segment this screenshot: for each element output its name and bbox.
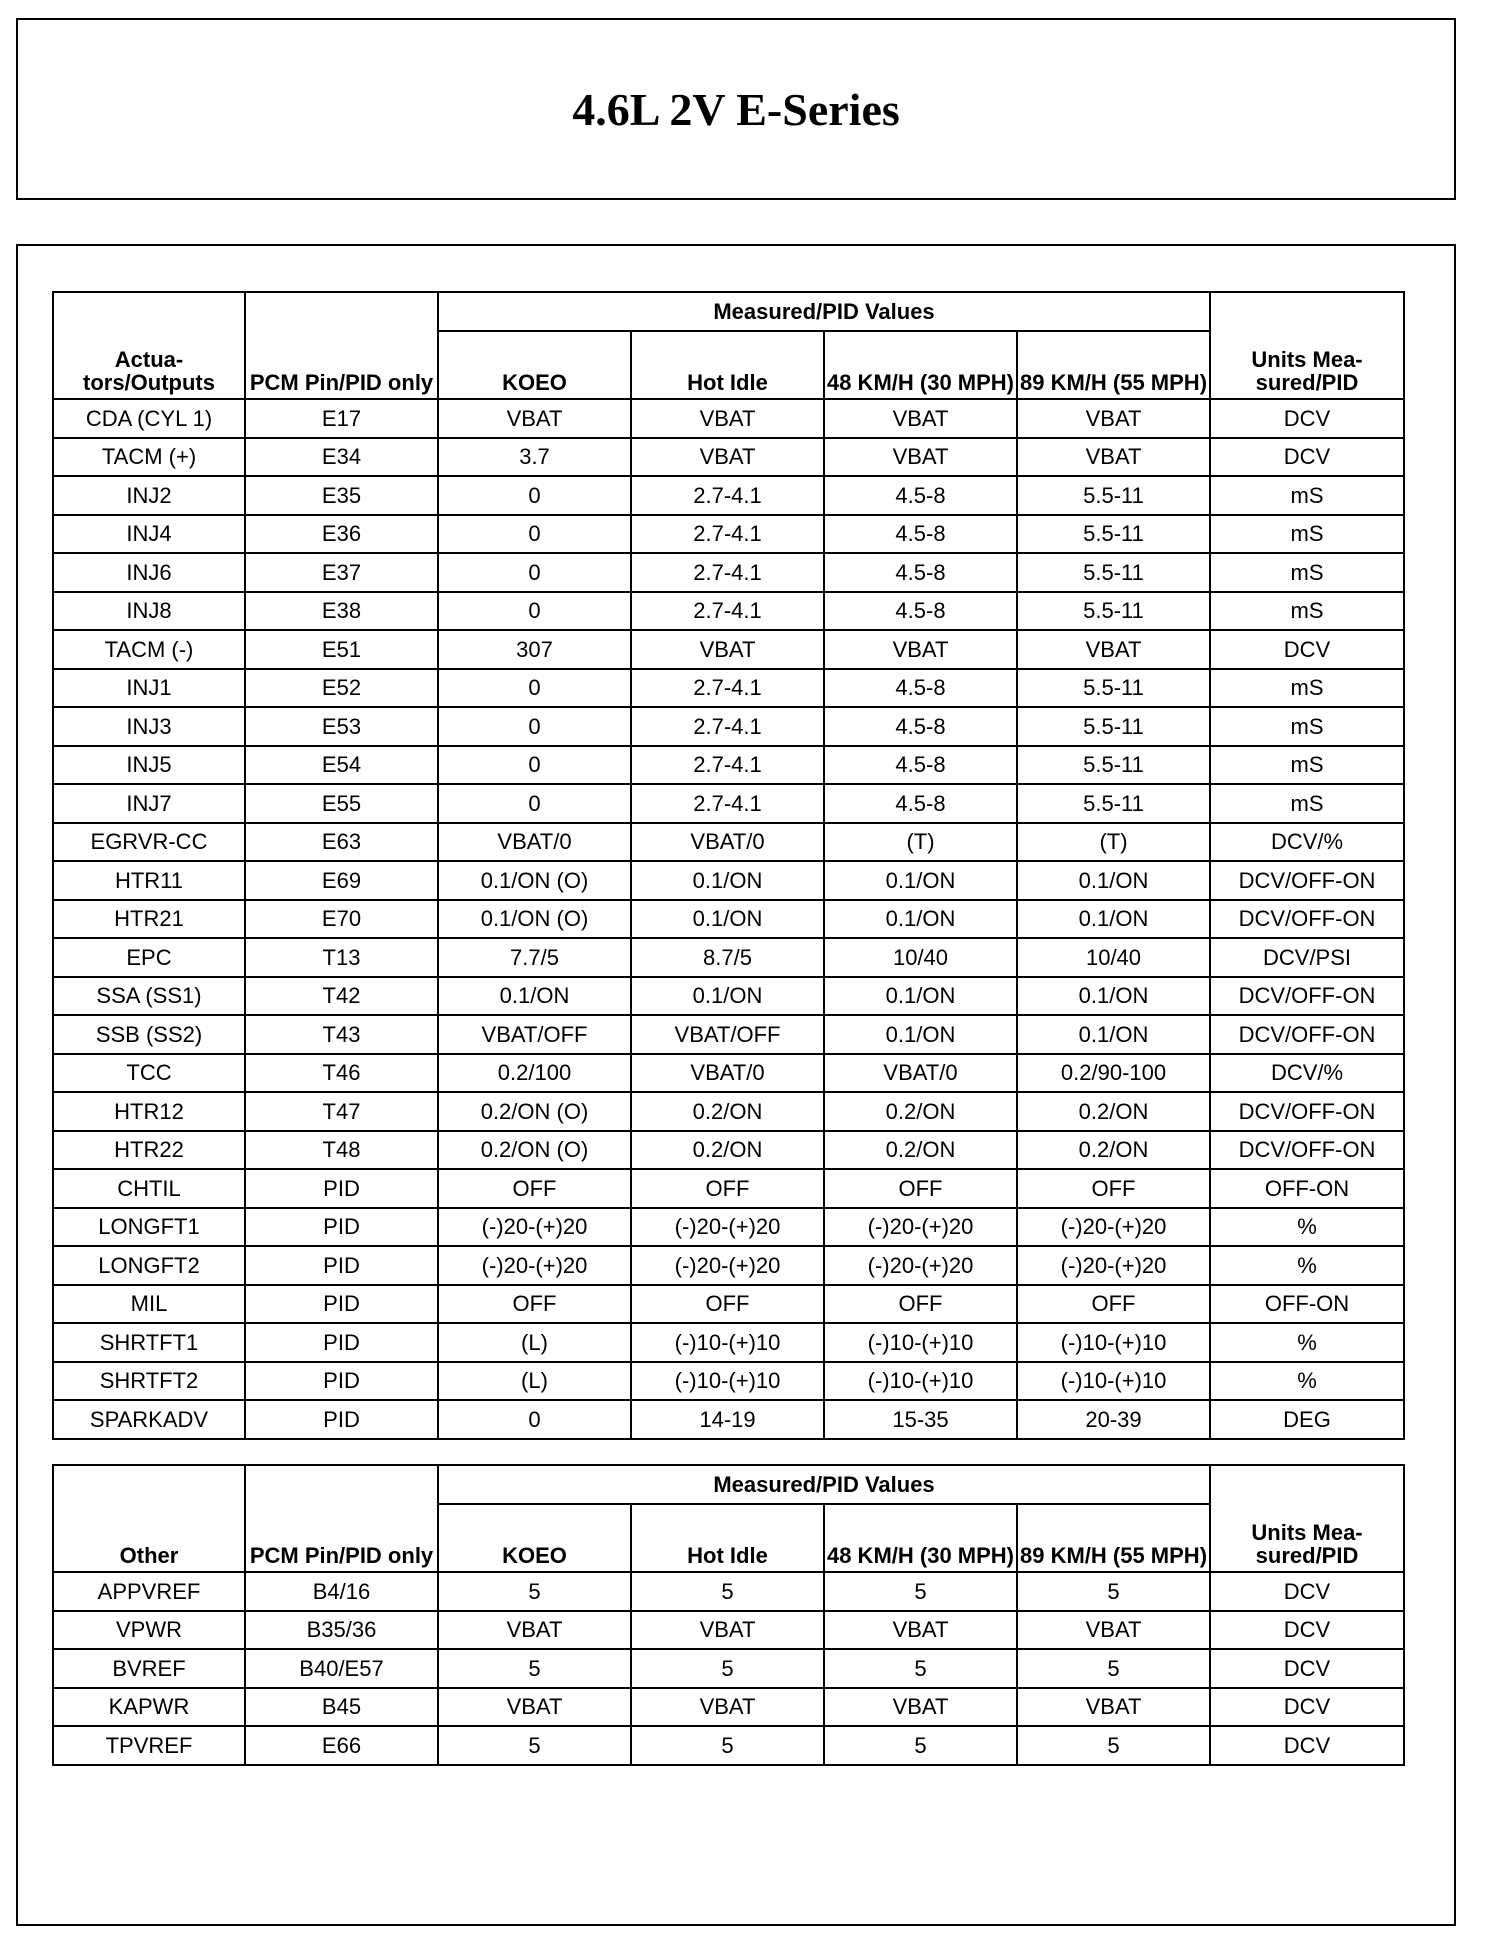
- units-cell: DCV: [1210, 438, 1404, 477]
- units-cell: OFF-ON: [1210, 1285, 1404, 1324]
- units-cell: mS: [1210, 784, 1404, 823]
- header-48kmh: 48 KM/H (30 MPH): [824, 1504, 1017, 1572]
- signal-name-cell: HTR11: [53, 861, 245, 900]
- hot-idle-cell: 0.1/ON: [631, 900, 824, 939]
- hot-idle-cell: 5: [631, 1572, 824, 1611]
- pcm-pin-cell: T43: [245, 1015, 438, 1054]
- 48kmh-cell: (-)20-(+)20: [824, 1208, 1017, 1247]
- hot-idle-cell: (-)20-(+)20: [631, 1208, 824, 1247]
- 89kmh-cell: (-)20-(+)20: [1017, 1208, 1210, 1247]
- signal-name-cell: HTR21: [53, 900, 245, 939]
- table-row: [53, 1688, 1404, 1727]
- pcm-pin-cell: T42: [245, 977, 438, 1016]
- koeo-cell: (L): [438, 1323, 631, 1362]
- hot-idle-cell: VBAT: [631, 1611, 824, 1650]
- header-koeo: KOEO: [438, 1504, 631, 1572]
- koeo-cell: (L): [438, 1362, 631, 1401]
- table-row: [53, 669, 1404, 708]
- units-cell: mS: [1210, 746, 1404, 785]
- pcm-pin-cell: E66: [245, 1726, 438, 1765]
- table-row: [53, 553, 1404, 592]
- hot-idle-cell: VBAT/OFF: [631, 1015, 824, 1054]
- pcm-pin-cell: T13: [245, 938, 438, 977]
- 89kmh-cell: 20-39: [1017, 1400, 1210, 1439]
- koeo-cell: 0: [438, 592, 631, 631]
- koeo-cell: 0.1/ON (O): [438, 861, 631, 900]
- 48kmh-cell: 4.5-8: [824, 553, 1017, 592]
- koeo-cell: 5: [438, 1649, 631, 1688]
- 89kmh-cell: 0.2/90-100: [1017, 1054, 1210, 1093]
- signal-name-cell: SHRTFT2: [53, 1362, 245, 1401]
- units-cell: DCV/PSI: [1210, 938, 1404, 977]
- 48kmh-cell: 0.1/ON: [824, 1015, 1017, 1054]
- signal-name-cell: LONGFT2: [53, 1246, 245, 1285]
- signal-name-cell: MIL: [53, 1285, 245, 1324]
- pcm-pin-cell: E70: [245, 900, 438, 939]
- hot-idle-cell: 5: [631, 1649, 824, 1688]
- pcm-pin-cell: E69: [245, 861, 438, 900]
- 89kmh-cell: (-)10-(+)10: [1017, 1362, 1210, 1401]
- hot-idle-cell: (-)20-(+)20: [631, 1246, 824, 1285]
- koeo-cell: 0.2/ON (O): [438, 1092, 631, 1131]
- koeo-cell: 0: [438, 746, 631, 785]
- table-row: [53, 1611, 1404, 1650]
- table-row: [53, 515, 1404, 554]
- pcm-pin-cell: PID: [245, 1169, 438, 1208]
- 48kmh-cell: 0.1/ON: [824, 977, 1017, 1016]
- units-cell: %: [1210, 1246, 1404, 1285]
- hot-idle-cell: 0.2/ON: [631, 1092, 824, 1131]
- page-title: 4.6L 2V E-Series: [572, 83, 900, 135]
- 89kmh-cell: 0.1/ON: [1017, 861, 1210, 900]
- table-row: [53, 399, 1404, 438]
- hot-idle-cell: 0.2/ON: [631, 1131, 824, 1170]
- koeo-cell: 5: [438, 1726, 631, 1765]
- table-row: [53, 630, 1404, 669]
- actuators-table-body: [53, 399, 1404, 1439]
- pcm-pin-cell: B40/E57: [245, 1649, 438, 1688]
- 89kmh-cell: 5.5-11: [1017, 553, 1210, 592]
- 48kmh-cell: 0.1/ON: [824, 861, 1017, 900]
- header-48kmh: 48 KM/H (30 MPH): [824, 331, 1017, 399]
- koeo-cell: VBAT: [438, 399, 631, 438]
- pcm-pin-cell: E37: [245, 553, 438, 592]
- units-cell: DCV/OFF-ON: [1210, 1131, 1404, 1170]
- 48kmh-cell: 10/40: [824, 938, 1017, 977]
- hot-idle-cell: OFF: [631, 1285, 824, 1324]
- koeo-cell: VBAT/OFF: [438, 1015, 631, 1054]
- table-row: [53, 1208, 1404, 1247]
- 48kmh-cell: VBAT: [824, 630, 1017, 669]
- table-row: [53, 438, 1404, 477]
- units-cell: mS: [1210, 592, 1404, 631]
- hot-idle-cell: (-)10-(+)10: [631, 1323, 824, 1362]
- signal-name-cell: INJ8: [53, 592, 245, 631]
- 89kmh-cell: 0.2/ON: [1017, 1131, 1210, 1170]
- 89kmh-cell: (T): [1017, 823, 1210, 862]
- koeo-cell: (-)20-(+)20: [438, 1246, 631, 1285]
- signal-name-cell: SSA (SS1): [53, 977, 245, 1016]
- pcm-pin-cell: E53: [245, 707, 438, 746]
- koeo-cell: OFF: [438, 1285, 631, 1324]
- koeo-cell: 0.1/ON: [438, 977, 631, 1016]
- table-row: [53, 1092, 1404, 1131]
- 89kmh-cell: 5.5-11: [1017, 707, 1210, 746]
- koeo-cell: 0: [438, 553, 631, 592]
- 48kmh-cell: VBAT: [824, 1611, 1017, 1650]
- table-row: [53, 1246, 1404, 1285]
- signal-name-cell: LONGFT1: [53, 1208, 245, 1247]
- 89kmh-cell: 10/40: [1017, 938, 1210, 977]
- header-89kmh: 89 KM/H (55 MPH): [1017, 1504, 1210, 1572]
- koeo-cell: OFF: [438, 1169, 631, 1208]
- table-row: [53, 476, 1404, 515]
- table-row: [53, 746, 1404, 785]
- actuators-table: [52, 291, 1405, 1440]
- 48kmh-cell: OFF: [824, 1285, 1017, 1324]
- header-units: Units Mea-sured/PID: [1210, 1465, 1404, 1572]
- 48kmh-cell: (-)10-(+)10: [824, 1362, 1017, 1401]
- signal-name-cell: SPARKADV: [53, 1400, 245, 1439]
- 48kmh-cell: 4.5-8: [824, 746, 1017, 785]
- hot-idle-cell: 5: [631, 1726, 824, 1765]
- signal-name-cell: KAPWR: [53, 1688, 245, 1727]
- pcm-pin-cell: PID: [245, 1400, 438, 1439]
- koeo-cell: 0: [438, 515, 631, 554]
- 48kmh-cell: VBAT/0: [824, 1054, 1017, 1093]
- signal-name-cell: INJ2: [53, 476, 245, 515]
- header-units: Units Mea-sured/PID: [1210, 292, 1404, 399]
- koeo-cell: 0: [438, 784, 631, 823]
- pcm-pin-cell: PID: [245, 1323, 438, 1362]
- pcm-pin-cell: E38: [245, 592, 438, 631]
- units-cell: DCV/%: [1210, 1054, 1404, 1093]
- header-actuators-outputs: Actua-tors/Outputs: [53, 292, 245, 399]
- table-row: [53, 900, 1404, 939]
- table-row: [53, 938, 1404, 977]
- hot-idle-cell: (-)10-(+)10: [631, 1362, 824, 1401]
- hot-idle-cell: OFF: [631, 1169, 824, 1208]
- header-89kmh: 89 KM/H (55 MPH): [1017, 331, 1210, 399]
- 48kmh-cell: 5: [824, 1726, 1017, 1765]
- 48kmh-cell: 0.2/ON: [824, 1092, 1017, 1131]
- table-row: [53, 592, 1404, 631]
- units-cell: DCV/%: [1210, 823, 1404, 862]
- units-cell: DCV: [1210, 399, 1404, 438]
- units-cell: mS: [1210, 669, 1404, 708]
- 48kmh-cell: 4.5-8: [824, 592, 1017, 631]
- signal-name-cell: INJ3: [53, 707, 245, 746]
- table-row: [53, 784, 1404, 823]
- 89kmh-cell: 5: [1017, 1649, 1210, 1688]
- table-row: [53, 1169, 1404, 1208]
- pcm-pin-cell: B35/36: [245, 1611, 438, 1650]
- header-other: Other: [53, 1465, 245, 1572]
- table-row: [53, 1285, 1404, 1324]
- units-cell: %: [1210, 1362, 1404, 1401]
- pcm-pin-cell: E55: [245, 784, 438, 823]
- 89kmh-cell: 5.5-11: [1017, 746, 1210, 785]
- signal-name-cell: INJ6: [53, 553, 245, 592]
- signal-name-cell: HTR12: [53, 1092, 245, 1131]
- title-box: [16, 18, 1456, 200]
- koeo-cell: 7.7/5: [438, 938, 631, 977]
- other-table-body: [53, 1572, 1404, 1765]
- units-cell: DCV/OFF-ON: [1210, 900, 1404, 939]
- pcm-pin-cell: PID: [245, 1208, 438, 1247]
- 89kmh-cell: 0.1/ON: [1017, 977, 1210, 1016]
- hot-idle-cell: 2.7-4.1: [631, 669, 824, 708]
- koeo-cell: 0.2/100: [438, 1054, 631, 1093]
- hot-idle-cell: 2.7-4.1: [631, 707, 824, 746]
- pcm-pin-cell: B45: [245, 1688, 438, 1727]
- table-row: [53, 1649, 1404, 1688]
- 89kmh-cell: 0.1/ON: [1017, 900, 1210, 939]
- signal-name-cell: VPWR: [53, 1611, 245, 1650]
- hot-idle-cell: VBAT: [631, 438, 824, 477]
- 89kmh-cell: 5: [1017, 1726, 1210, 1765]
- signal-name-cell: HTR22: [53, 1131, 245, 1170]
- content-box: [16, 244, 1456, 1926]
- 89kmh-cell: 5: [1017, 1572, 1210, 1611]
- signal-name-cell: TACM (+): [53, 438, 245, 477]
- pcm-pin-cell: E51: [245, 630, 438, 669]
- signal-name-cell: EGRVR-CC: [53, 823, 245, 862]
- signal-name-cell: INJ7: [53, 784, 245, 823]
- 48kmh-cell: OFF: [824, 1169, 1017, 1208]
- 48kmh-cell: 4.5-8: [824, 707, 1017, 746]
- signal-name-cell: CHTIL: [53, 1169, 245, 1208]
- units-cell: mS: [1210, 553, 1404, 592]
- signal-name-cell: TPVREF: [53, 1726, 245, 1765]
- koeo-cell: 0: [438, 476, 631, 515]
- signal-name-cell: INJ1: [53, 669, 245, 708]
- koeo-cell: 0.1/ON (O): [438, 900, 631, 939]
- 48kmh-cell: 5: [824, 1572, 1017, 1611]
- 89kmh-cell: 5.5-11: [1017, 669, 1210, 708]
- 89kmh-cell: 5.5-11: [1017, 476, 1210, 515]
- table-row: [53, 1131, 1404, 1170]
- units-cell: DCV/OFF-ON: [1210, 861, 1404, 900]
- signal-name-cell: BVREF: [53, 1649, 245, 1688]
- table-row: [53, 823, 1404, 862]
- koeo-cell: VBAT: [438, 1688, 631, 1727]
- header-pcm-pin: PCM Pin/PID only: [245, 1465, 438, 1572]
- pcm-pin-cell: PID: [245, 1246, 438, 1285]
- units-cell: DCV: [1210, 1688, 1404, 1727]
- hot-idle-cell: VBAT/0: [631, 1054, 824, 1093]
- table-row: [53, 1400, 1404, 1439]
- 89kmh-cell: VBAT: [1017, 630, 1210, 669]
- table-row: [53, 707, 1404, 746]
- koeo-cell: (-)20-(+)20: [438, 1208, 631, 1247]
- hot-idle-cell: 2.7-4.1: [631, 592, 824, 631]
- units-cell: OFF-ON: [1210, 1169, 1404, 1208]
- 48kmh-cell: VBAT: [824, 1688, 1017, 1727]
- 48kmh-cell: VBAT: [824, 399, 1017, 438]
- 48kmh-cell: 15-35: [824, 1400, 1017, 1439]
- hot-idle-cell: 2.7-4.1: [631, 784, 824, 823]
- 89kmh-cell: VBAT: [1017, 1688, 1210, 1727]
- pcm-pin-cell: T46: [245, 1054, 438, 1093]
- signal-name-cell: APPVREF: [53, 1572, 245, 1611]
- hot-idle-cell: VBAT: [631, 1688, 824, 1727]
- units-cell: DCV: [1210, 630, 1404, 669]
- header-measured-values: Measured/PID Values: [438, 1465, 1210, 1504]
- koeo-cell: 0.2/ON (O): [438, 1131, 631, 1170]
- signal-name-cell: CDA (CYL 1): [53, 399, 245, 438]
- koeo-cell: VBAT: [438, 1611, 631, 1650]
- pcm-pin-cell: E34: [245, 438, 438, 477]
- units-cell: DCV: [1210, 1649, 1404, 1688]
- 89kmh-cell: 0.1/ON: [1017, 1015, 1210, 1054]
- koeo-cell: 3.7: [438, 438, 631, 477]
- table-row: [53, 861, 1404, 900]
- 89kmh-cell: VBAT: [1017, 1611, 1210, 1650]
- signal-name-cell: INJ4: [53, 515, 245, 554]
- koeo-cell: 307: [438, 630, 631, 669]
- units-cell: %: [1210, 1323, 1404, 1362]
- 89kmh-cell: OFF: [1017, 1285, 1210, 1324]
- table-row: [53, 1015, 1404, 1054]
- 48kmh-cell: VBAT: [824, 438, 1017, 477]
- pcm-pin-cell: E36: [245, 515, 438, 554]
- 89kmh-cell: (-)20-(+)20: [1017, 1246, 1210, 1285]
- units-cell: DCV/OFF-ON: [1210, 1015, 1404, 1054]
- units-cell: mS: [1210, 515, 1404, 554]
- hot-idle-cell: 0.1/ON: [631, 977, 824, 1016]
- table-row: [53, 1572, 1404, 1611]
- 48kmh-cell: 4.5-8: [824, 476, 1017, 515]
- 48kmh-cell: 5: [824, 1649, 1017, 1688]
- hot-idle-cell: 2.7-4.1: [631, 553, 824, 592]
- koeo-cell: VBAT/0: [438, 823, 631, 862]
- 48kmh-cell: 4.5-8: [824, 669, 1017, 708]
- units-cell: mS: [1210, 476, 1404, 515]
- signal-name-cell: SHRTFT1: [53, 1323, 245, 1362]
- 89kmh-cell: 5.5-11: [1017, 515, 1210, 554]
- koeo-cell: 5: [438, 1572, 631, 1611]
- units-cell: DCV: [1210, 1611, 1404, 1650]
- 48kmh-cell: 4.5-8: [824, 784, 1017, 823]
- signal-name-cell: INJ5: [53, 746, 245, 785]
- signal-name-cell: SSB (SS2): [53, 1015, 245, 1054]
- pcm-pin-cell: E63: [245, 823, 438, 862]
- 89kmh-cell: 5.5-11: [1017, 592, 1210, 631]
- 48kmh-cell: 4.5-8: [824, 515, 1017, 554]
- table-row: [53, 1726, 1404, 1765]
- 48kmh-cell: (T): [824, 823, 1017, 862]
- 48kmh-cell: 0.2/ON: [824, 1131, 1017, 1170]
- 89kmh-cell: VBAT: [1017, 438, 1210, 477]
- signal-name-cell: TACM (-): [53, 630, 245, 669]
- koeo-cell: 0: [438, 707, 631, 746]
- units-cell: DCV/OFF-ON: [1210, 1092, 1404, 1131]
- signal-name-cell: TCC: [53, 1054, 245, 1093]
- 48kmh-cell: (-)10-(+)10: [824, 1323, 1017, 1362]
- table-row: [53, 1362, 1404, 1401]
- 89kmh-cell: OFF: [1017, 1169, 1210, 1208]
- hot-idle-cell: VBAT: [631, 399, 824, 438]
- hot-idle-cell: VBAT: [631, 630, 824, 669]
- 89kmh-cell: 5.5-11: [1017, 784, 1210, 823]
- pcm-pin-cell: E17: [245, 399, 438, 438]
- hot-idle-cell: VBAT/0: [631, 823, 824, 862]
- pcm-pin-cell: B4/16: [245, 1572, 438, 1611]
- pcm-pin-cell: PID: [245, 1362, 438, 1401]
- units-cell: DEG: [1210, 1400, 1404, 1439]
- units-cell: %: [1210, 1208, 1404, 1247]
- 48kmh-cell: (-)20-(+)20: [824, 1246, 1017, 1285]
- header-hot-idle: Hot Idle: [631, 331, 824, 399]
- 89kmh-cell: (-)10-(+)10: [1017, 1323, 1210, 1362]
- 89kmh-cell: 0.2/ON: [1017, 1092, 1210, 1131]
- table-row: [53, 977, 1404, 1016]
- header-pcm-pin: PCM Pin/PID only: [245, 292, 438, 399]
- hot-idle-cell: 0.1/ON: [631, 861, 824, 900]
- hot-idle-cell: 2.7-4.1: [631, 746, 824, 785]
- pcm-pin-cell: T47: [245, 1092, 438, 1131]
- hot-idle-cell: 2.7-4.1: [631, 515, 824, 554]
- hot-idle-cell: 8.7/5: [631, 938, 824, 977]
- header-koeo: KOEO: [438, 331, 631, 399]
- pcm-pin-cell: PID: [245, 1285, 438, 1324]
- 48kmh-cell: 0.1/ON: [824, 900, 1017, 939]
- other-table: [52, 1464, 1405, 1766]
- 89kmh-cell: VBAT: [1017, 399, 1210, 438]
- koeo-cell: 0: [438, 1400, 631, 1439]
- pcm-pin-cell: E54: [245, 746, 438, 785]
- koeo-cell: 0: [438, 669, 631, 708]
- units-cell: DCV: [1210, 1572, 1404, 1611]
- hot-idle-cell: 2.7-4.1: [631, 476, 824, 515]
- hot-idle-cell: 14-19: [631, 1400, 824, 1439]
- units-cell: DCV/OFF-ON: [1210, 977, 1404, 1016]
- header-measured-values: Measured/PID Values: [438, 292, 1210, 331]
- table-row: [53, 1323, 1404, 1362]
- pcm-pin-cell: E35: [245, 476, 438, 515]
- pcm-pin-cell: T48: [245, 1131, 438, 1170]
- units-cell: mS: [1210, 707, 1404, 746]
- header-hot-idle: Hot Idle: [631, 1504, 824, 1572]
- units-cell: DCV: [1210, 1726, 1404, 1765]
- table-row: [53, 1054, 1404, 1093]
- signal-name-cell: EPC: [53, 938, 245, 977]
- pcm-pin-cell: E52: [245, 669, 438, 708]
